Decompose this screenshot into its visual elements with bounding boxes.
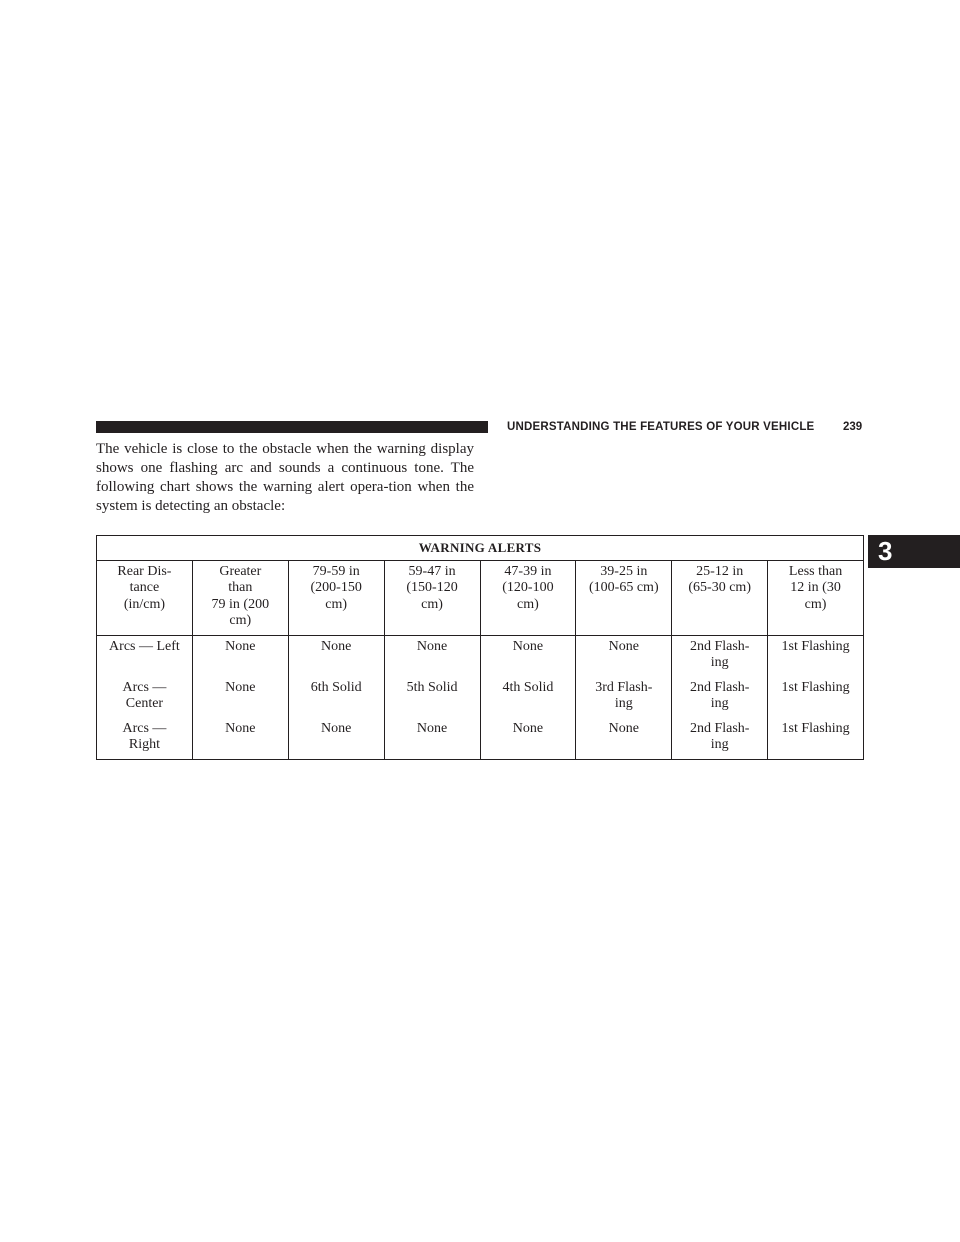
table-cell: None — [480, 718, 576, 760]
column-header-greater-than-79in: Greater than 79 in (200 cm) — [192, 560, 288, 635]
header-bar — [96, 421, 488, 433]
column-header-79-59in: 79-59 in (200-150 cm) — [288, 560, 384, 635]
table-cell: 5th Solid — [384, 677, 480, 718]
table-cell: None — [192, 677, 288, 718]
table-cell: 1st Flashing — [768, 635, 864, 677]
table-cell: None — [576, 635, 672, 677]
table-row-arcs-center — [97, 677, 864, 718]
column-header-rear-distance: Rear Dis- tance (in/cm) — [97, 560, 193, 635]
table-cell: None — [480, 635, 576, 677]
table-cell: None — [192, 635, 288, 677]
table-cell: 2nd Flash- ing — [672, 677, 768, 718]
chapter-number: 3 — [878, 536, 893, 566]
table-cell: 1st Flashing — [768, 677, 864, 718]
table-cell: 2nd Flash- ing — [672, 635, 768, 677]
section-header-title: UNDERSTANDING THE FEATURES OF YOUR VEHICLE — [507, 421, 815, 433]
table-cell: None — [288, 718, 384, 760]
column-header-47-39in: 47-39 in (120-100 cm) — [480, 560, 576, 635]
table-row-arcs-right — [97, 718, 864, 760]
chapter-tab — [868, 535, 960, 568]
table-cell: None — [288, 635, 384, 677]
warning-alerts-table — [96, 535, 864, 760]
table-title: WARNING ALERTS — [97, 536, 864, 561]
column-header-39-25in: 39-25 in (100-65 cm) — [576, 560, 672, 635]
table-cell: 6th Solid — [288, 677, 384, 718]
table-cell: 1st Flashing — [768, 718, 864, 760]
column-header-25-12in: 25-12 in (65-30 cm) — [672, 560, 768, 635]
table-row-arcs-left — [97, 635, 864, 677]
row-label: Arcs — Center — [97, 677, 193, 718]
column-header-59-47in: 59-47 in (150-120 cm) — [384, 560, 480, 635]
table-cell: None — [576, 718, 672, 760]
row-label: Arcs — Left — [97, 635, 193, 677]
table-header-row — [97, 560, 864, 635]
table-cell: 3rd Flash- ing — [576, 677, 672, 718]
table-cell: 2nd Flash- ing — [672, 718, 768, 760]
table-cell: 4th Solid — [480, 677, 576, 718]
table-cell: None — [192, 718, 288, 760]
intro-paragraph: The vehicle is close to the obstacle when the warning display shows one flashing arc and sounds a continuous tone. The following chart shows the warning alert opera-tion when the system is detecting an obstacle: — [96, 441, 474, 514]
page-number: 239 — [843, 421, 863, 433]
table-cell: None — [384, 635, 480, 677]
table-cell: None — [384, 718, 480, 760]
column-header-less-than-12in: Less than 12 in (30 cm) — [768, 560, 864, 635]
row-label: Arcs — Right — [97, 718, 193, 760]
